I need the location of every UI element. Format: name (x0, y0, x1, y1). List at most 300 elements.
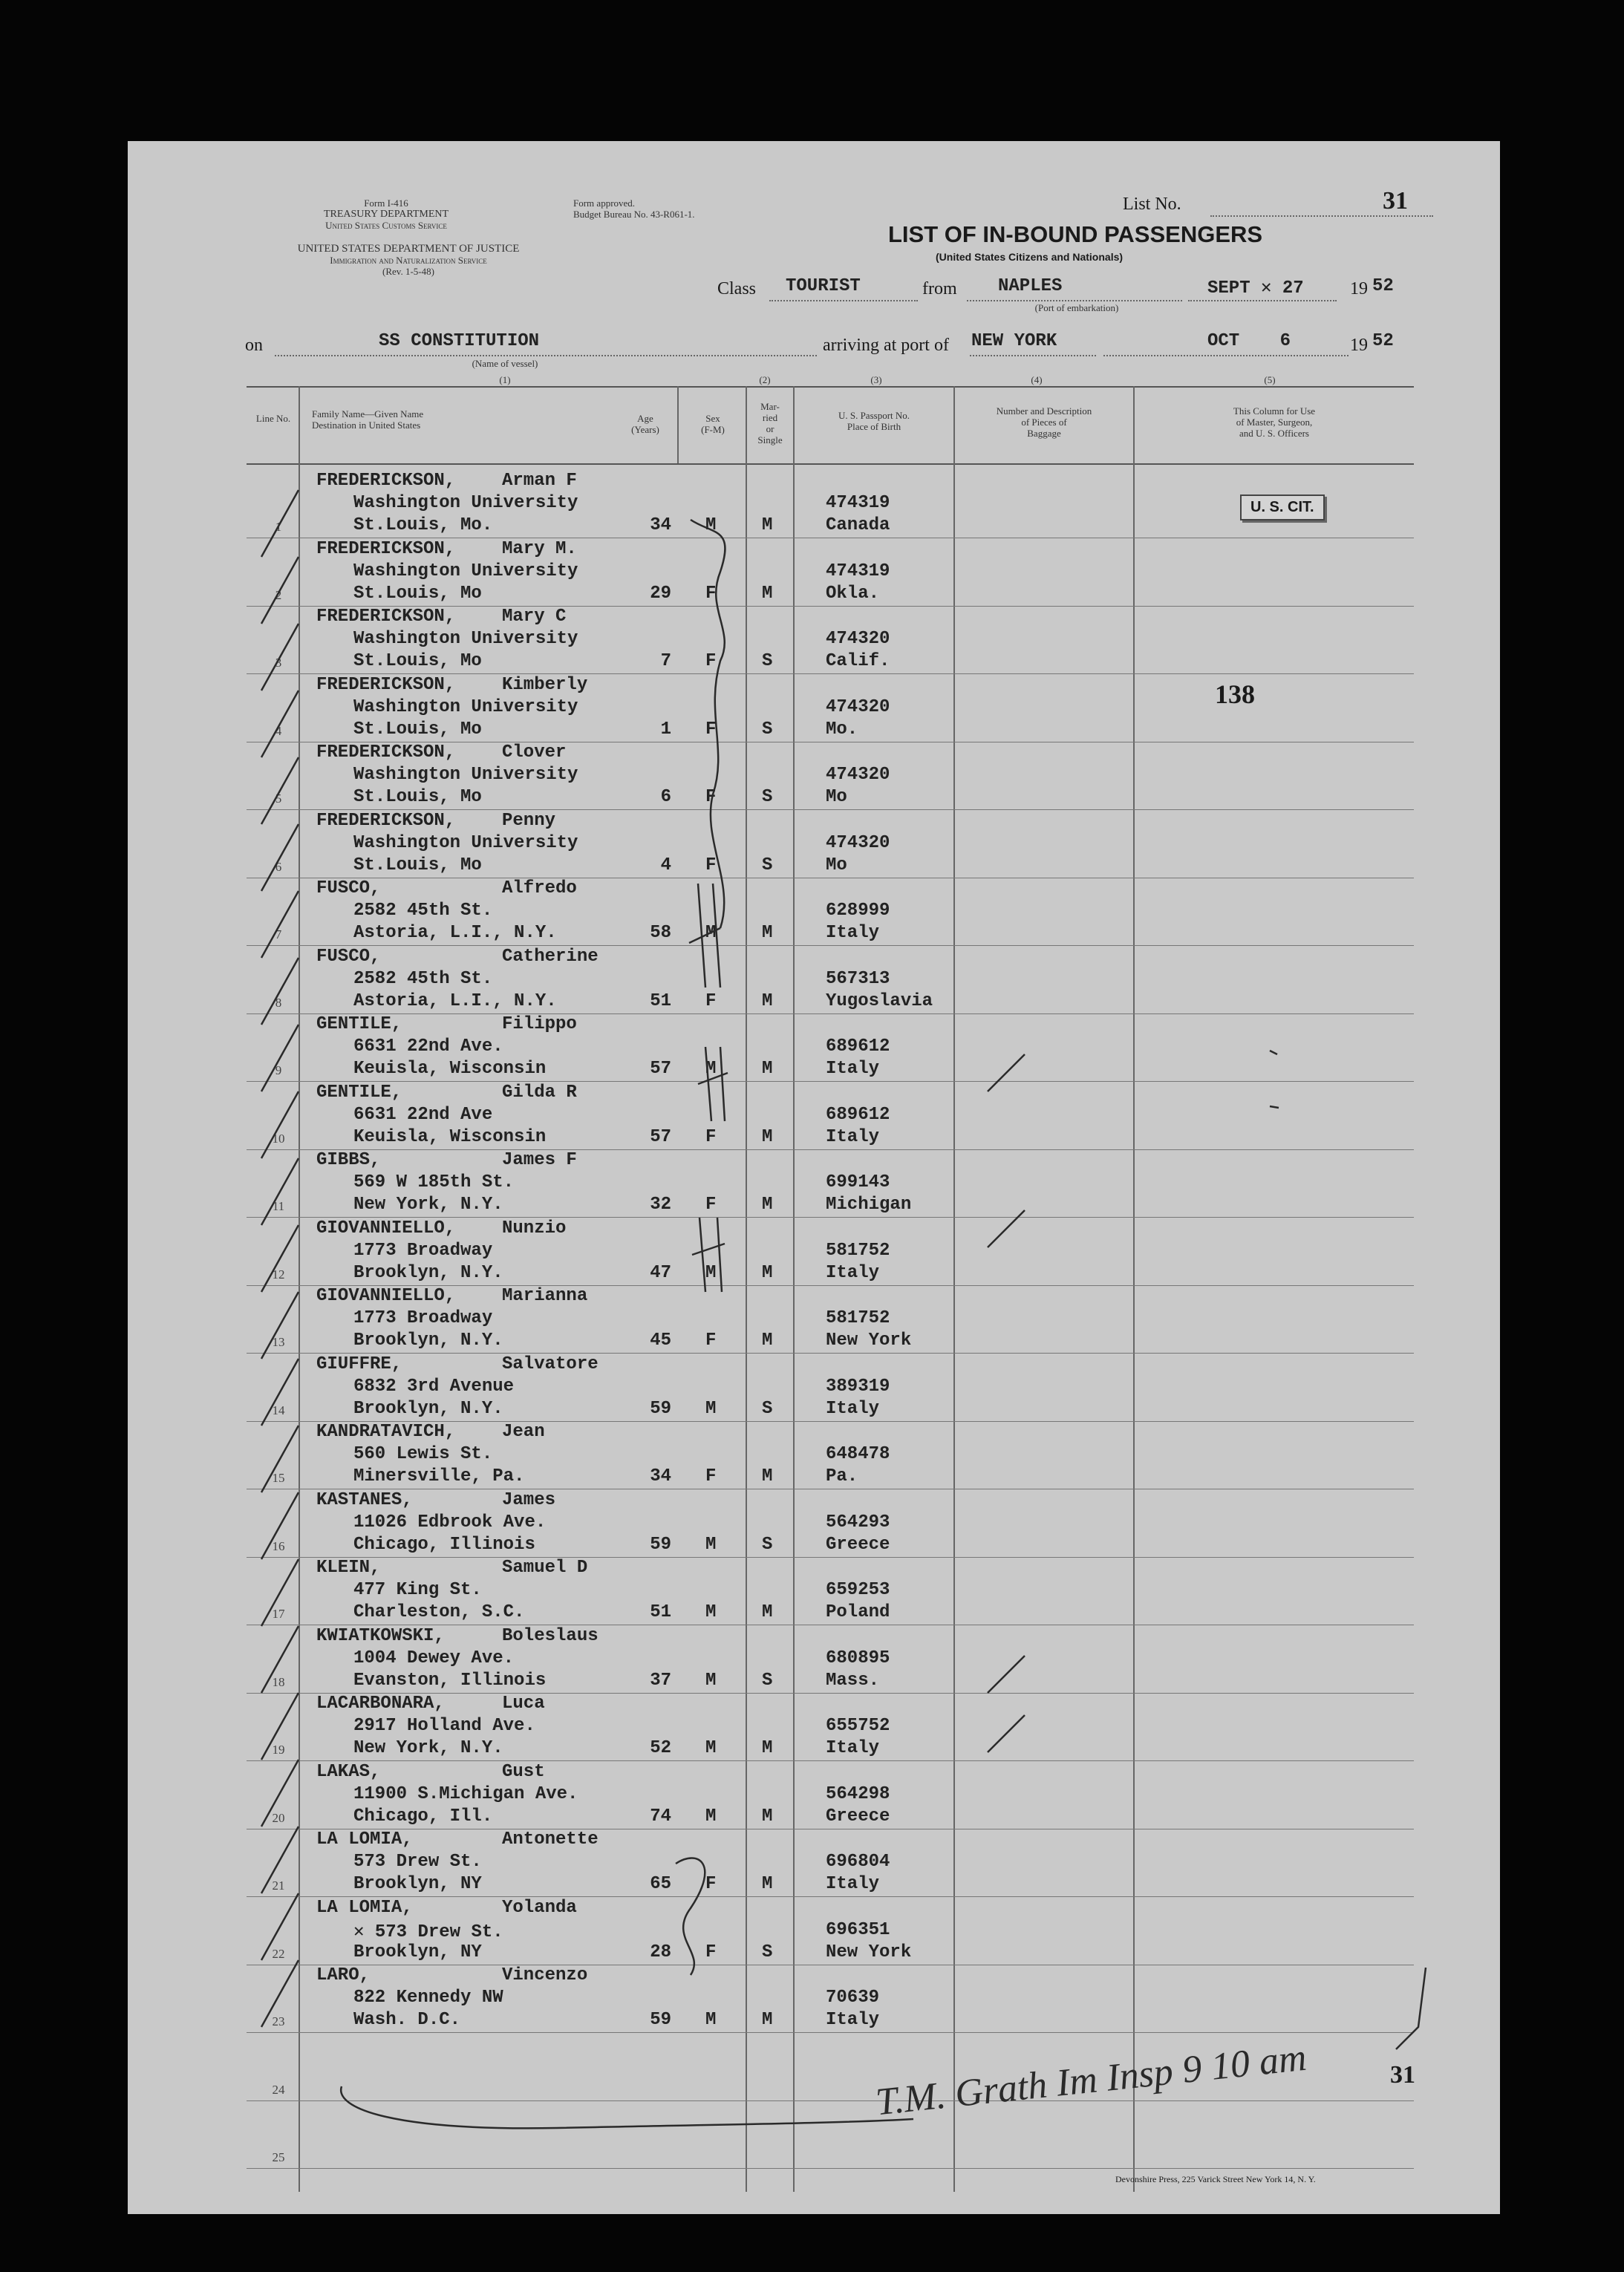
passenger-passport-no: 648478 (826, 1444, 890, 1464)
passenger-given-name: Vincenzo (502, 1965, 588, 1985)
from-label: from (922, 279, 957, 298)
passenger-marital-status: S (762, 787, 773, 807)
passenger-age: 65 (650, 1874, 671, 1894)
passenger-address: 6631 22nd Ave. (353, 1037, 503, 1057)
passenger-marital-status: M (762, 1738, 773, 1758)
margin-stroke (1396, 1968, 1426, 2049)
passenger-passport-no: 474319 (826, 493, 890, 513)
passenger-address: 11026 Edbrook Ave. (353, 1512, 547, 1532)
passenger-birthplace: Italy (826, 1738, 880, 1758)
passenger-birthplace: Michigan (826, 1195, 912, 1215)
passenger-marital-status: S (762, 855, 773, 875)
passenger-passport-no: 474320 (826, 629, 890, 649)
passenger-given-name: Clover (502, 742, 567, 763)
passenger-sex: F (705, 1195, 717, 1215)
passenger-marital-status: M (762, 1262, 773, 1283)
passenger-sex: F (705, 787, 717, 807)
passenger-given-name: Boleslaus (502, 1625, 599, 1646)
passenger-passport-no: 655752 (826, 1716, 890, 1736)
dept-treasury: TREASURY DEPARTMENT (323, 209, 449, 220)
tally-mark-gentile (698, 1047, 728, 1121)
passenger-passport-no: 564298 (826, 1783, 890, 1804)
vessel-line (275, 355, 817, 356)
line-number: 4 (275, 723, 282, 738)
on-label: on (245, 336, 263, 355)
passenger-address: 822 Kennedy NW (353, 1988, 503, 2008)
passenger-city: Brooklyn, N.Y. (353, 1398, 503, 1419)
passenger-marital-status: M (762, 1602, 773, 1622)
table-top-rule (247, 386, 1414, 388)
passenger-birthplace: Italy (826, 1262, 880, 1283)
passenger-city: Wash. D.C. (353, 2010, 461, 2030)
passenger-address: 477 King St. (353, 1580, 482, 1600)
passenger-sex: F (705, 1126, 717, 1147)
passenger-passport-no: 689612 (826, 1104, 890, 1125)
passenger-birthplace: Poland (826, 1602, 890, 1622)
passenger-address: 1773 Broadway (353, 1240, 493, 1261)
passenger-city: Astoria, L.I., N.Y. (353, 923, 557, 943)
passenger-marital-status: M (762, 1466, 773, 1486)
passenger-city: Chicago, Illinois (353, 1534, 535, 1555)
page-subtitle: (United States Citizens and Nationals) (936, 251, 1124, 263)
passenger-family-name: FREDERICKSON, (316, 471, 456, 491)
passenger-passport-no: 680895 (826, 1648, 890, 1668)
passenger-age: 34 (650, 1466, 671, 1486)
passenger-passport-no: 659253 (826, 1580, 890, 1600)
line-number: 16 (272, 1538, 285, 1553)
passenger-birthplace: Greece (826, 1806, 890, 1827)
depart-date: SEPT ✕ 27 (1207, 278, 1304, 298)
passenger-marital-status: M (762, 2010, 773, 2030)
passenger-family-name: FREDERICKSON, (316, 810, 456, 831)
passenger-family-name: FUSCO, (316, 946, 381, 967)
passenger-city: Brooklyn, NY (353, 1874, 482, 1894)
passenger-marital-status: M (762, 1331, 773, 1351)
passenger-city: St.Louis, Mo (353, 787, 482, 807)
passenger-given-name: Arman F (502, 471, 577, 491)
line-number: 22 (272, 1946, 285, 1961)
passenger-family-name: LAKAS, (316, 1761, 381, 1782)
us-citizen-stamp: U. S. CIT. (1240, 494, 1325, 520)
passenger-sex: F (705, 1942, 717, 1962)
passenger-sex: M (705, 1602, 717, 1622)
passenger-address: 1773 Broadway (353, 1308, 493, 1328)
passenger-sex: M (705, 1262, 717, 1283)
passenger-sex: F (705, 1466, 717, 1486)
tick-marks (988, 1051, 1279, 1752)
passenger-city: Brooklyn, N.Y. (353, 1331, 503, 1351)
page-number: 31 (1390, 2061, 1415, 2089)
passenger-sex: M (705, 1398, 717, 1419)
line-number: 7 (275, 927, 282, 941)
passenger-given-name: Filippo (502, 1014, 577, 1034)
col-num-3: (3) (870, 374, 882, 385)
passenger-birthplace: Mo (826, 787, 847, 807)
passenger-given-name: Penny (502, 810, 556, 831)
table-header-rule (247, 463, 1414, 465)
passenger-age: 57 (650, 1059, 671, 1079)
passenger-marital-status: S (762, 651, 773, 671)
passenger-given-name: Yolanda (502, 1897, 577, 1918)
passenger-family-name: LACARBONARA, (316, 1694, 445, 1714)
arrival-port-line (970, 355, 1096, 356)
passenger-birthplace: Mo. (826, 719, 858, 740)
arrival-date-line (1103, 355, 1349, 356)
passenger-family-name: KWIATKOWSKI, (316, 1625, 445, 1646)
passenger-passport-no: 567313 (826, 968, 890, 989)
passenger-city: Evanston, Illinois (353, 1670, 547, 1691)
passenger-birthplace: Italy (826, 1874, 880, 1894)
passenger-given-name: Catherine (502, 946, 599, 967)
list-no-label: List No. (1123, 195, 1181, 214)
dept-immigration: Immigration and Naturalization Service (330, 255, 487, 266)
passenger-sex: M (705, 1738, 717, 1758)
arrival-date: OCT 6 (1207, 331, 1291, 351)
passenger-birthplace: Calif. (826, 651, 890, 671)
passenger-marital-status: S (762, 719, 773, 740)
passenger-passport-no: 564293 (826, 1512, 890, 1532)
passenger-city: Astoria, L.I., N.Y. (353, 990, 557, 1011)
tally-mark-fusco (689, 884, 720, 988)
passenger-sex: F (705, 855, 717, 875)
passenger-given-name: Mary C (502, 607, 567, 627)
passenger-city: New York, N.Y. (353, 1738, 503, 1758)
passenger-given-name: Salvatore (502, 1354, 599, 1374)
dept-customs: United States Customs Service (325, 220, 447, 231)
passenger-given-name: Marianna (502, 1286, 588, 1306)
passenger-sex: M (705, 1534, 717, 1555)
passenger-passport-no: 581752 (826, 1308, 890, 1328)
line-number: 14 (272, 1403, 285, 1417)
passenger-sex: F (705, 719, 717, 740)
passenger-sex: F (705, 651, 717, 671)
approval-line1: Form approved. (573, 198, 636, 209)
passenger-birthplace: Yugoslavia (826, 990, 933, 1011)
passenger-address: 2582 45th St. (353, 901, 493, 921)
passenger-family-name: KANDRATAVICH, (316, 1422, 456, 1442)
passenger-passport-no: 70639 (826, 1988, 880, 2008)
printer-credit: Devonshire Press, 225 Varick Street New York 14, N. Y. (1115, 2174, 1316, 2184)
passenger-family-name: FREDERICKSON, (316, 607, 456, 627)
col-header-line: Line No. (255, 413, 291, 424)
passenger-passport-no: 696351 (826, 1919, 890, 1940)
col-header-age: Age (Years) (631, 413, 659, 435)
passenger-marital-status: M (762, 990, 773, 1011)
passenger-family-name: GIOVANNIELLO, (316, 1286, 456, 1306)
passenger-birthplace: Italy (826, 1059, 880, 1079)
line-number: 8 (275, 995, 282, 1010)
passenger-given-name: Alfredo (502, 878, 577, 898)
bracket-la-lomia (676, 1858, 705, 1976)
passenger-marital-status: S (762, 1942, 773, 1962)
dept-justice: UNITED STATES DEPARTMENT OF JUSTICE (297, 243, 520, 255)
passenger-address: Washington University (353, 765, 578, 785)
passenger-birthplace: Italy (826, 1126, 880, 1147)
class-value: TOURIST (786, 276, 861, 296)
line-number: 12 (272, 1267, 285, 1282)
passenger-passport-no: 474320 (826, 832, 890, 853)
passenger-given-name: Luca (502, 1694, 545, 1714)
passenger-given-name: James F (502, 1150, 577, 1170)
passenger-age: 59 (650, 1398, 671, 1419)
passenger-age: 58 (650, 923, 671, 943)
passenger-marital-status: M (762, 1126, 773, 1147)
depart-year-prefix: 19 (1350, 279, 1368, 298)
passenger-age: 6 (660, 787, 671, 807)
passenger-address: 6832 3rd Avenue (353, 1376, 515, 1397)
passenger-address: 560 Lewis St. (353, 1444, 493, 1464)
col-num-2: (2) (759, 374, 771, 385)
line-number: 17 (272, 1607, 285, 1621)
passenger-age: 51 (650, 1602, 671, 1622)
list-no-value: 31 (1383, 187, 1408, 215)
line-number: 20 (272, 1810, 285, 1825)
passenger-birthplace: Mass. (826, 1670, 880, 1691)
passenger-city: Brooklyn, N.Y. (353, 1262, 503, 1283)
passenger-family-name: GENTILE, (316, 1082, 402, 1103)
passenger-given-name: Kimberly (502, 674, 588, 695)
passenger-passport-no: 689612 (826, 1037, 890, 1057)
col-num-4: (4) (1031, 374, 1043, 385)
passenger-city: St.Louis, Mo (353, 719, 482, 740)
arrival-port: NEW YORK (971, 331, 1057, 351)
passenger-family-name: GIBBS, (316, 1150, 381, 1170)
passenger-age: 28 (650, 1942, 671, 1962)
passenger-birthplace: Mo (826, 855, 847, 875)
col-rule (677, 386, 679, 463)
form-id: Form I-416 (364, 198, 408, 209)
line-number: 18 (272, 1674, 285, 1689)
col-num-1: (1) (499, 374, 511, 385)
line-number: 9 (275, 1063, 282, 1077)
passenger-city: Keuisla, Wisconsin (353, 1126, 547, 1147)
passenger-given-name: Jean (502, 1422, 545, 1442)
line-number: 11 (272, 1199, 285, 1213)
passenger-sex: M (705, 923, 717, 943)
line-number: 1 (275, 520, 282, 534)
passenger-age: 57 (650, 1126, 671, 1147)
passenger-sex: F (705, 583, 717, 604)
line-number: 5 (275, 791, 282, 806)
justice-block (238, 244, 579, 277)
passenger-age: 7 (660, 651, 671, 671)
closing-line (341, 2086, 913, 2128)
passenger-family-name: FUSCO, (316, 878, 381, 898)
arrival-year-prefix: 19 (1350, 336, 1368, 355)
col-header-married: Mar- ried or Single (757, 401, 783, 445)
passenger-family-name: LARO, (316, 1965, 371, 1985)
passenger-birthplace: Italy (826, 1398, 880, 1419)
line-number: 21 (272, 1878, 285, 1893)
passenger-age: 37 (650, 1670, 671, 1691)
passenger-address: Washington University (353, 696, 578, 717)
passenger-sex: M (705, 1059, 717, 1079)
officer-count: 138 (1215, 679, 1255, 709)
passenger-age: 4 (660, 855, 671, 875)
passenger-age: 59 (650, 2010, 671, 2030)
passenger-address: 2582 45th St. (353, 968, 493, 989)
passenger-address: ✕ 573 Drew St. (353, 1922, 503, 1942)
passenger-family-name: KLEIN, (316, 1558, 381, 1578)
passenger-marital-status: M (762, 1195, 773, 1215)
passenger-marital-status: M (762, 1806, 773, 1827)
col-header-passport: U. S. Passport No. Place of Birth (838, 410, 910, 432)
passenger-passport-no: 474320 (826, 696, 890, 717)
list-no-line (1210, 215, 1433, 217)
tally-mark-giovanniello (692, 1218, 725, 1292)
passenger-passport-no: 696804 (826, 1852, 890, 1872)
col-header-officers: This Column for Use of Master, Surgeon, and U. S. Officers (1233, 405, 1316, 439)
passenger-passport-no: 474320 (826, 765, 890, 785)
passenger-city: Brooklyn, NY (353, 1942, 482, 1962)
arriving-label: arriving at port of (823, 336, 949, 355)
col-header-baggage: Number and Description of Pieces of Baggage (996, 405, 1092, 439)
passenger-sex: F (705, 1331, 717, 1351)
passenger-age: 32 (650, 1195, 671, 1215)
passenger-given-name: Nunzio (502, 1218, 567, 1238)
passenger-address: 6631 22nd Ave (353, 1104, 493, 1125)
col-num-5: (5) (1264, 374, 1276, 385)
passenger-given-name: Gust (502, 1761, 545, 1782)
passenger-marital-status: S (762, 1534, 773, 1555)
arrival-year: 52 (1372, 331, 1394, 351)
passenger-family-name: LA LOMIA, (316, 1897, 413, 1918)
col-header-name: Family Name—Given Name Destination in United States (312, 408, 424, 431)
line-number: 13 (272, 1335, 285, 1349)
passenger-age: 1 (660, 719, 671, 740)
class-label: Class (717, 279, 757, 298)
passenger-address: 573 Drew St. (353, 1852, 482, 1872)
passenger-birthplace: New York (826, 1331, 912, 1351)
passenger-age: 29 (650, 583, 671, 604)
line-number: 23 (272, 2014, 285, 2028)
passenger-marital-status: S (762, 1398, 773, 1419)
passenger-city: Keuisla, Wisconsin (353, 1059, 547, 1079)
col-header-sex: Sex (F-M) (701, 413, 725, 435)
passenger-address: Washington University (353, 493, 578, 513)
class-line (769, 300, 918, 301)
passenger-age: 52 (650, 1738, 671, 1758)
port-embark-line (967, 300, 1182, 301)
passenger-given-name: Gilda R (502, 1082, 577, 1103)
passenger-birthplace: Italy (826, 2010, 880, 2030)
passenger-sex: M (705, 1670, 717, 1691)
passenger-given-name: Samuel D (502, 1558, 588, 1578)
page-title: LIST OF IN-BOUND PASSENGERS (888, 221, 1263, 247)
passenger-birthplace: New York (826, 1942, 912, 1962)
passenger-city: New York, N.Y. (353, 1195, 503, 1215)
line-number: 19 (272, 1743, 285, 1757)
line-number: 2 (275, 587, 282, 602)
passenger-age: 59 (650, 1534, 671, 1555)
passenger-birthplace: Okla. (826, 583, 880, 604)
passenger-family-name: FREDERICKSON, (316, 742, 456, 763)
form-revision: (Rev. 1-5-48) (382, 266, 434, 277)
line-number: 25 (272, 2150, 285, 2164)
passenger-marital-status: M (762, 515, 773, 535)
passenger-city: Charleston, S.C. (353, 1602, 525, 1622)
line-number: 24 (272, 2082, 285, 2097)
passenger-family-name: LA LOMIA, (316, 1829, 413, 1850)
passenger-passport-no: 474319 (826, 561, 890, 581)
passenger-passport-no: 628999 (826, 901, 890, 921)
passenger-marital-status: S (762, 1670, 773, 1691)
passenger-family-name: FREDERICKSON, (316, 674, 456, 695)
passenger-family-name: KASTANES, (316, 1489, 413, 1510)
passenger-marital-status: M (762, 923, 773, 943)
handwritten-marks (245, 468, 1448, 2205)
passenger-family-name: GIOVANNIELLO, (316, 1218, 456, 1238)
passenger-passport-no: 699143 (826, 1172, 890, 1192)
passenger-city: Chicago, Ill. (353, 1806, 493, 1827)
passenger-address: Washington University (353, 561, 578, 581)
depart-year: 52 (1372, 276, 1394, 296)
passenger-sex: M (705, 2010, 717, 2030)
passenger-given-name: Mary M. (502, 538, 577, 559)
vessel-caption: (Name of vessel) (472, 358, 538, 369)
passenger-sex: F (705, 1874, 717, 1894)
passenger-address: Washington University (353, 832, 578, 853)
passenger-birthplace: Pa. (826, 1466, 858, 1486)
passenger-age: 45 (650, 1331, 671, 1351)
passenger-address: 569 W 185th St. (353, 1172, 515, 1192)
passenger-birthplace: Greece (826, 1534, 890, 1555)
line-number: 6 (275, 859, 282, 874)
passenger-marital-status: M (762, 1059, 773, 1079)
passenger-address: 11900 S.Michigan Ave. (353, 1783, 578, 1804)
depart-date-line (1188, 300, 1337, 301)
passenger-city: Minersville, Pa. (353, 1466, 525, 1486)
passenger-age: 34 (650, 515, 671, 535)
passenger-passport-no: 389319 (826, 1376, 890, 1397)
line-number: 15 (272, 1471, 285, 1485)
passenger-passport-no: 581752 (826, 1240, 890, 1261)
form-id-block (275, 198, 498, 231)
line-number: 3 (275, 656, 282, 670)
ditto-mark-fredericksons (691, 520, 725, 928)
passenger-city: St.Louis, Mo (353, 651, 482, 671)
passenger-birthplace: Italy (826, 923, 880, 943)
passenger-city: St.Louis, Mo (353, 583, 482, 604)
passenger-age: 47 (650, 1262, 671, 1283)
check-marks (261, 490, 299, 2027)
inspector-signature: T.M. Grath Im Insp 9 10 am (873, 2036, 1308, 2124)
passenger-address: Washington University (353, 629, 578, 649)
passenger-marital-status: M (762, 583, 773, 604)
line-number: 10 (272, 1131, 285, 1146)
vessel-name: SS CONSTITUTION (379, 331, 540, 351)
passenger-sex: M (705, 515, 717, 535)
passenger-birthplace: Canada (826, 515, 890, 535)
passenger-given-name: James (502, 1489, 556, 1510)
port-embark-caption: (Port of embarkation) (1034, 302, 1119, 313)
passenger-address: 2917 Holland Ave. (353, 1716, 535, 1736)
passenger-given-name: Antonette (502, 1829, 599, 1850)
passenger-city: St.Louis, Mo. (353, 515, 493, 535)
passenger-family-name: GENTILE, (316, 1014, 402, 1034)
approval-line2: Budget Bureau No. 43-R061-1. (573, 209, 695, 220)
passenger-address: 1004 Dewey Ave. (353, 1648, 515, 1668)
port-embark-value: NAPLES (998, 276, 1063, 296)
passenger-age: 74 (650, 1806, 671, 1827)
passenger-age: 51 (650, 990, 671, 1011)
passenger-city: St.Louis, Mo (353, 855, 482, 875)
passenger-family-name: FREDERICKSON, (316, 538, 456, 559)
passenger-sex: M (705, 1806, 717, 1827)
approval-block (573, 198, 695, 220)
passenger-sex: F (705, 990, 717, 1011)
passenger-family-name: GIUFFRE, (316, 1354, 402, 1374)
